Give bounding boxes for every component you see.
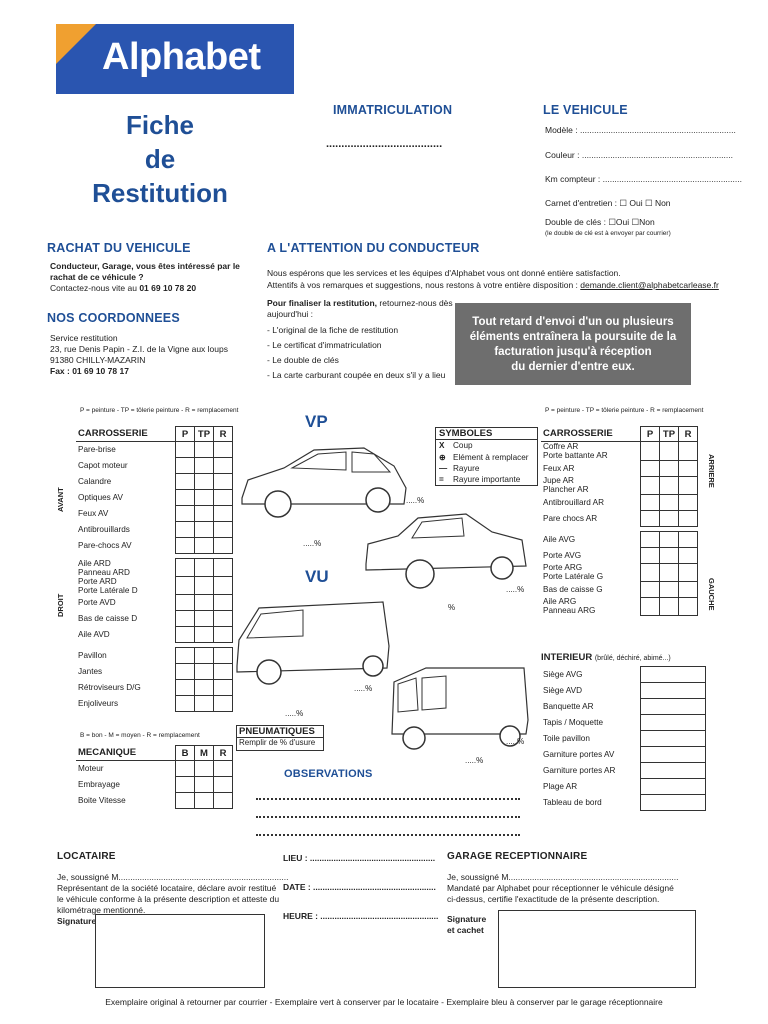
row-label: Garniture portes AV xyxy=(541,747,641,763)
table-row xyxy=(76,458,233,474)
table-row xyxy=(541,683,706,699)
row-label: Feux AV xyxy=(76,506,176,522)
col-tp: TP xyxy=(660,427,679,442)
checkbox-cell[interactable] xyxy=(641,547,660,563)
table-row xyxy=(541,442,698,461)
tyre-wear-pct[interactable]: .....% xyxy=(506,585,525,594)
comment-cell[interactable] xyxy=(641,683,706,699)
table-row xyxy=(76,442,233,458)
checkbox-cell[interactable] xyxy=(660,476,679,494)
gauche-label: GAUCHE xyxy=(707,578,716,611)
table-header-row xyxy=(76,427,233,442)
interieur-header xyxy=(541,652,671,663)
attention-p2 xyxy=(267,279,719,291)
coordonnees-service: Service restitution xyxy=(50,333,118,343)
checkbox-cell[interactable] xyxy=(214,442,233,458)
checkbox-cell[interactable] xyxy=(660,563,679,581)
table-row xyxy=(76,506,233,522)
km-field[interactable]: Km compteur : ........................................................... xyxy=(545,174,742,184)
checkbox-cell[interactable] xyxy=(214,490,233,506)
col-p: P xyxy=(176,427,195,442)
row-label-stacked: Aile ARD Panneau ARD xyxy=(76,559,176,577)
checkbox-cell[interactable] xyxy=(679,531,698,547)
table-row xyxy=(76,577,233,595)
row-label: Moteur xyxy=(76,761,176,777)
checkbox-cell[interactable] xyxy=(176,595,195,611)
table-row xyxy=(76,474,233,490)
col-r: R xyxy=(214,427,233,442)
comment-cell[interactable] xyxy=(641,667,706,683)
checkbox-cell[interactable] xyxy=(660,581,679,597)
symbol-item: ⊕ Elément à remplacer xyxy=(439,453,529,462)
heure-field[interactable]: HEURE : .................................................. xyxy=(283,911,439,921)
checkbox-cell[interactable] xyxy=(660,531,679,547)
table-row xyxy=(76,777,233,793)
warning-line-3: facturation jusqu'à réception xyxy=(494,346,652,358)
attention-p1: Nous espérons que les services et les équipes d'Alphabet vous ont donné entière satisfaction. xyxy=(267,268,621,278)
symbol-item: — Rayure xyxy=(439,464,480,473)
checkbox-cell[interactable] xyxy=(679,476,698,494)
table-row xyxy=(76,559,233,577)
coordonnees-heading: NOS COORDONNEES xyxy=(47,311,180,325)
table-row xyxy=(76,648,233,664)
row-label: Toile pavillon xyxy=(541,731,641,747)
table-row xyxy=(541,531,698,547)
logo-text: Alphabet xyxy=(102,36,261,78)
comment-cell[interactable] xyxy=(641,699,706,715)
carrosserie-heading: CARROSSERIE xyxy=(541,427,641,442)
page-title xyxy=(70,108,250,210)
checkbox-cell[interactable] xyxy=(660,597,679,615)
col-p: P xyxy=(641,427,660,442)
table-row xyxy=(541,763,706,779)
double-cles-checkboxes[interactable]: Double de clés : ☐Oui ☐Non xyxy=(545,217,655,227)
garage-signature-label: Signature xyxy=(447,914,487,924)
pneumatiques-sub: Remplir de % d'usure xyxy=(239,738,316,747)
table-row xyxy=(541,795,706,811)
attention-item-2: - Le certificat d'immatriculation xyxy=(267,340,382,350)
row-label-stacked: Porte ARG Porte Latérale G xyxy=(541,563,641,581)
row-label-stacked: Jupe AR Plancher AR xyxy=(541,476,641,494)
row-label-stacked: Porte ARD Porte Latérale D xyxy=(76,577,176,595)
coordonnees-address: 23, rue Denis Papin - Z.I. de la Vigne aux loups xyxy=(50,344,228,354)
col-r: R xyxy=(679,427,698,442)
table-row xyxy=(541,731,706,747)
row-label: Capot moteur xyxy=(76,458,176,474)
checkbox-cell[interactable] xyxy=(176,777,195,793)
checkbox-cell[interactable] xyxy=(195,648,214,664)
rachat-contact-label: Contactez-nous vite au xyxy=(50,283,137,293)
checkbox-cell[interactable] xyxy=(660,510,679,526)
row-label: Antibrouillards xyxy=(76,522,176,538)
warning-line-4: du dernier d'entre eux. xyxy=(511,361,635,373)
checkbox-cell[interactable] xyxy=(660,460,679,476)
checkbox-cell[interactable] xyxy=(195,664,214,680)
checkbox-cell[interactable] xyxy=(195,577,214,595)
coordonnees-city: 91380 CHILLY-MAZARIN xyxy=(50,355,146,365)
checkbox-cell[interactable] xyxy=(176,458,195,474)
immatriculation-heading: IMMATRICULATION xyxy=(333,103,453,117)
row-label: Porte AVG xyxy=(541,547,641,563)
col-m: M xyxy=(195,746,214,761)
comment-cell[interactable] xyxy=(641,779,706,795)
logo-corner-accent xyxy=(56,24,96,64)
warning-line-1: Tout retard d'envoi d'un ou plusieurs xyxy=(472,316,674,328)
checkbox-cell[interactable] xyxy=(176,522,195,538)
col-r: R xyxy=(214,746,233,761)
checkbox-cell[interactable] xyxy=(176,793,195,809)
checkbox-cell[interactable] xyxy=(195,611,214,627)
row-label: Antibrouillard AR xyxy=(541,494,641,510)
tyre-wear-pct[interactable]: .....% xyxy=(406,496,425,505)
row-label: Porte AVD xyxy=(76,595,176,611)
checkbox-cell[interactable] xyxy=(214,559,233,577)
table-row xyxy=(76,664,233,680)
checkbox-cell[interactable] xyxy=(679,494,698,510)
warning-line-2: éléments entraînera la poursuite de la xyxy=(469,331,677,343)
title-line-3: Restitution xyxy=(92,178,228,208)
checkbox-cell[interactable] xyxy=(679,581,698,597)
checkbox-cell[interactable] xyxy=(679,442,698,461)
table-row xyxy=(541,699,706,715)
attention-item-3: - Le double de clés xyxy=(267,355,339,365)
avant-label: AVANT xyxy=(56,487,65,512)
rachat-phone: 01 69 10 78 20 xyxy=(139,283,197,293)
checkbox-cell[interactable] xyxy=(195,442,214,458)
table-row xyxy=(541,563,698,581)
col-b: B xyxy=(176,746,195,761)
vu-front-van-drawing xyxy=(233,596,393,688)
table-row xyxy=(76,490,233,506)
checkbox-cell[interactable] xyxy=(195,559,214,577)
locataire-l1[interactable]: Je, soussigné M........................................................................ xyxy=(57,872,289,882)
checkbox-cell[interactable] xyxy=(214,577,233,595)
garage-l1[interactable]: Je, soussigné M........................................................................ xyxy=(447,872,679,882)
droit-label: DROIT xyxy=(56,593,65,617)
checkbox-cell[interactable] xyxy=(176,696,195,712)
checkbox-cell[interactable] xyxy=(641,442,660,461)
row-label: Tapis / Moquette xyxy=(541,715,641,731)
locataire-l4: kilométrage mentionné. xyxy=(57,905,146,915)
checkbox-cell[interactable] xyxy=(679,460,698,476)
checkbox-cell[interactable] xyxy=(176,559,195,577)
checkbox-cell[interactable] xyxy=(641,460,660,476)
checkbox-cell[interactable] xyxy=(195,595,214,611)
checkbox-cell[interactable] xyxy=(214,648,233,664)
rachat-text-1: Conducteur, Garage, vous êtes intéressé par le xyxy=(50,261,240,271)
finaliser-bold: Pour finaliser la restitution, xyxy=(267,298,378,308)
table-row xyxy=(541,494,698,510)
checkbox-cell[interactable] xyxy=(195,506,214,522)
right-carrosserie-table xyxy=(541,426,698,616)
checkbox-cell[interactable] xyxy=(214,777,233,793)
title-line-2: de xyxy=(144,144,176,174)
checkbox-cell[interactable] xyxy=(641,494,660,510)
checkbox-cell[interactable] xyxy=(214,458,233,474)
table-row xyxy=(76,611,233,627)
double-cles-note: (le double de clé est à envoyer par courrier) xyxy=(545,230,671,237)
checkbox-cell[interactable] xyxy=(641,476,660,494)
checkbox-cell[interactable] xyxy=(679,563,698,581)
row-label: Feux AR xyxy=(541,460,641,476)
locataire-signature-box[interactable] xyxy=(95,914,265,988)
row-label: Enjoliveurs xyxy=(76,696,176,712)
checkbox-cell[interactable] xyxy=(176,474,195,490)
checkbox-cell[interactable] xyxy=(176,680,195,696)
checkbox-cell[interactable] xyxy=(660,442,679,461)
observations-line-2[interactable] xyxy=(256,816,520,818)
comment-cell[interactable] xyxy=(641,747,706,763)
checkbox-cell[interactable] xyxy=(176,627,195,643)
locataire-signature-label: Signature xyxy=(57,916,97,926)
garage-l3: ci-dessus, certifie l'exactitude de la présente description. xyxy=(447,894,660,904)
rachat-heading: RACHAT DU VEHICULE xyxy=(47,241,191,255)
legend-right: P = peinture - TP = tôlerie peinture - R = remplacement xyxy=(545,407,704,414)
checkbox-cell[interactable] xyxy=(195,696,214,712)
vu-label: VU xyxy=(305,567,329,586)
comment-cell[interactable] xyxy=(641,731,706,747)
row-label: Calandre xyxy=(76,474,176,490)
checkbox-cell[interactable] xyxy=(214,474,233,490)
row-label: Rétroviseurs D/G xyxy=(76,680,176,696)
rachat-text-2: rachat de ce véhicule ? xyxy=(50,272,144,282)
warning-box xyxy=(455,303,691,385)
checkbox-cell[interactable] xyxy=(176,538,195,554)
checkbox-cell[interactable] xyxy=(195,793,214,809)
tyre-wear-pct[interactable]: .....% xyxy=(285,709,304,718)
checkbox-cell[interactable] xyxy=(214,696,233,712)
checkbox-cell[interactable] xyxy=(641,531,660,547)
checkbox-cell[interactable] xyxy=(176,664,195,680)
row-label: Aile AVG xyxy=(541,531,641,547)
checkbox-cell[interactable] xyxy=(214,595,233,611)
table-row xyxy=(76,522,233,538)
modele-field[interactable]: Modèle : .................................................................. xyxy=(545,125,736,135)
table-row xyxy=(541,597,698,615)
comment-cell[interactable] xyxy=(641,795,706,811)
table-row xyxy=(76,595,233,611)
locataire-l2: Représentant de la société locataire, déclare avoir restitué xyxy=(57,883,277,893)
tyre-wear-pct[interactable]: .....% xyxy=(354,684,373,693)
garage-signature-box[interactable] xyxy=(498,910,696,988)
checkbox-cell[interactable] xyxy=(679,510,698,526)
garage-heading: GARAGE RECEPTIONNAIRE xyxy=(447,851,588,862)
tyre-wear-pct[interactable]: % xyxy=(448,603,456,612)
attention-item-4: - La carte carburant coupée en deux s'il y a lieu xyxy=(267,370,446,380)
table-row xyxy=(541,779,706,795)
checkbox-cell[interactable] xyxy=(214,506,233,522)
mecanique-legend: B = bon - M = moyen - R = remplacement xyxy=(80,732,200,739)
row-label: Bas de caisse G xyxy=(541,581,641,597)
title-line-1: Fiche xyxy=(126,110,194,140)
checkbox-cell[interactable] xyxy=(214,522,233,538)
table-row xyxy=(541,476,698,494)
table-row xyxy=(76,761,233,777)
date-field[interactable]: DATE : .................................................... xyxy=(283,882,436,892)
table-row xyxy=(541,747,706,763)
finaliser-rest: retournez-nous dès xyxy=(377,298,453,308)
row-label: Pavillon xyxy=(76,648,176,664)
checkbox-cell[interactable] xyxy=(195,761,214,777)
checkbox-cell[interactable] xyxy=(641,563,660,581)
table-header-row xyxy=(76,746,233,761)
checkbox-cell[interactable] xyxy=(195,490,214,506)
pneumatiques-heading: PNEUMATIQUES xyxy=(237,726,323,738)
row-label-stacked: Coffre AR Porte battante AR xyxy=(541,442,641,461)
footer-note: Exemplaire original à retourner par courrier - Exemplaire vert à conserver par le locataire - Exemplaire bleu à conserver par le garage réceptionnaire xyxy=(105,997,663,1007)
row-label: Embrayage xyxy=(76,777,176,793)
table-row xyxy=(76,793,233,809)
attention-heading: A L'ATTENTION DU CONDUCTEUR xyxy=(267,241,480,255)
table-row xyxy=(76,538,233,554)
observations-heading: OBSERVATIONS xyxy=(284,768,373,780)
locataire-heading: LOCATAIRE xyxy=(57,851,116,862)
interieur-heading: INTERIEUR xyxy=(541,652,593,663)
symboles-heading: SYMBOLES xyxy=(436,428,537,440)
table-row xyxy=(541,460,698,476)
checkbox-cell[interactable] xyxy=(176,648,195,664)
checkbox-cell[interactable] xyxy=(195,627,214,643)
checkbox-cell[interactable] xyxy=(214,538,233,554)
attention-p2-text: Attentifs à vos remarques et suggestions, nous restons à votre entière disposition : xyxy=(267,280,578,290)
checkbox-cell[interactable] xyxy=(195,777,214,793)
row-label: Bas de caisse D xyxy=(76,611,176,627)
checkbox-cell[interactable] xyxy=(176,611,195,627)
row-label: Pare chocs AR xyxy=(541,510,641,526)
observations-line-3[interactable] xyxy=(256,834,520,836)
vehicule-heading: LE VEHICULE xyxy=(543,103,628,117)
interieur-table xyxy=(541,666,706,811)
checkbox-cell[interactable] xyxy=(195,680,214,696)
checkbox-cell[interactable] xyxy=(195,458,214,474)
carnet-checkboxes[interactable]: Carnet d'entretien : ☐ Oui ☐ Non xyxy=(545,198,671,208)
checkbox-cell[interactable] xyxy=(176,577,195,595)
immatriculation-field[interactable]: ...................................... xyxy=(326,138,443,150)
checkbox-cell[interactable] xyxy=(660,547,679,563)
table-row xyxy=(541,667,706,683)
checkbox-cell[interactable] xyxy=(214,664,233,680)
table-row xyxy=(76,696,233,712)
checkbox-cell[interactable] xyxy=(214,627,233,643)
mecanique-table xyxy=(76,745,233,809)
symbol-item: = Rayure importante xyxy=(439,475,521,484)
tyre-wear-pct[interactable]: .....% xyxy=(506,737,525,746)
checkbox-cell[interactable] xyxy=(176,442,195,458)
checkbox-cell[interactable] xyxy=(660,494,679,510)
checkbox-cell[interactable] xyxy=(679,597,698,615)
attention-item-1: - L'original de la fiche de restitution xyxy=(267,325,399,335)
attention-aujourdhui: aujourd'hui : xyxy=(267,309,314,319)
table-row xyxy=(541,510,698,526)
col-tp: TP xyxy=(195,427,214,442)
checkbox-cell[interactable] xyxy=(214,680,233,696)
row-label: Banquette AR xyxy=(541,699,641,715)
table-row xyxy=(76,680,233,696)
row-label: Pare-chocs AV xyxy=(76,538,176,554)
tyre-wear-pct[interactable]: .....% xyxy=(465,756,484,765)
carrosserie-heading: CARROSSERIE xyxy=(76,427,176,442)
observations-line-1[interactable] xyxy=(256,798,520,800)
table-row xyxy=(76,627,233,643)
row-label-stacked: Aile ARG Panneau ARG xyxy=(541,597,641,615)
row-label: Garniture portes AR xyxy=(541,763,641,779)
checkbox-cell[interactable] xyxy=(214,761,233,777)
comment-cell[interactable] xyxy=(641,715,706,731)
row-label: Plage AR xyxy=(541,779,641,795)
symbol-item: X Coup xyxy=(439,441,473,450)
checkbox-cell[interactable] xyxy=(176,761,195,777)
table-row xyxy=(541,715,706,731)
coordonnees-fax: Fax : 01 69 10 78 17 xyxy=(50,366,129,376)
checkbox-cell[interactable] xyxy=(195,474,214,490)
vp-label: VP xyxy=(305,412,328,431)
arriere-label: ARRIERE xyxy=(707,454,716,488)
checkbox-cell[interactable] xyxy=(641,510,660,526)
checkbox-cell[interactable] xyxy=(214,611,233,627)
checkbox-cell[interactable] xyxy=(679,547,698,563)
checkbox-cell[interactable] xyxy=(641,597,660,615)
row-label: Boite Vitesse xyxy=(76,793,176,809)
checkbox-cell[interactable] xyxy=(176,490,195,506)
checkbox-cell[interactable] xyxy=(214,793,233,809)
tyre-wear-pct[interactable]: .....% xyxy=(303,539,322,548)
couleur-field[interactable]: Couleur : ................................................................ xyxy=(545,150,733,160)
table-header-row xyxy=(541,427,698,442)
row-label: Aile AVD xyxy=(76,627,176,643)
mecanique-heading: MECANIQUE xyxy=(76,746,176,761)
symboles-box xyxy=(435,427,538,486)
table-row xyxy=(541,547,698,563)
left-carrosserie-table xyxy=(76,426,233,712)
interieur-note: (brûlé, déchiré, abimé...) xyxy=(594,655,671,662)
row-label: Siège AVG xyxy=(541,667,641,683)
row-label: Jantes xyxy=(76,664,176,680)
rachat-contact xyxy=(50,282,196,294)
garage-cachet-label: et cachet xyxy=(447,925,484,935)
locataire-l3: le véhicule conforme à la présente description et atteste du xyxy=(57,894,280,904)
pneumatiques-box xyxy=(236,725,324,751)
row-label: Tableau de bord xyxy=(541,795,641,811)
table-row xyxy=(541,581,698,597)
row-label: Pare-brise xyxy=(76,442,176,458)
attention-email-link[interactable]: demande.client@alphabetcarlease.fr xyxy=(580,280,719,290)
checkbox-cell[interactable] xyxy=(195,522,214,538)
legend-left: P = peinture - TP = tôlerie peinture - R = remplacement xyxy=(80,407,239,414)
checkbox-cell[interactable] xyxy=(195,538,214,554)
comment-cell[interactable] xyxy=(641,763,706,779)
lieu-field[interactable]: LIEU : ..................................................... xyxy=(283,853,436,863)
row-label: Optiques AV xyxy=(76,490,176,506)
checkbox-cell[interactable] xyxy=(176,506,195,522)
checkbox-cell[interactable] xyxy=(641,581,660,597)
row-label: Siège AVD xyxy=(541,683,641,699)
garage-l2: Mandaté par Alphabet pour réceptionner le véhicule désigné xyxy=(447,883,674,893)
